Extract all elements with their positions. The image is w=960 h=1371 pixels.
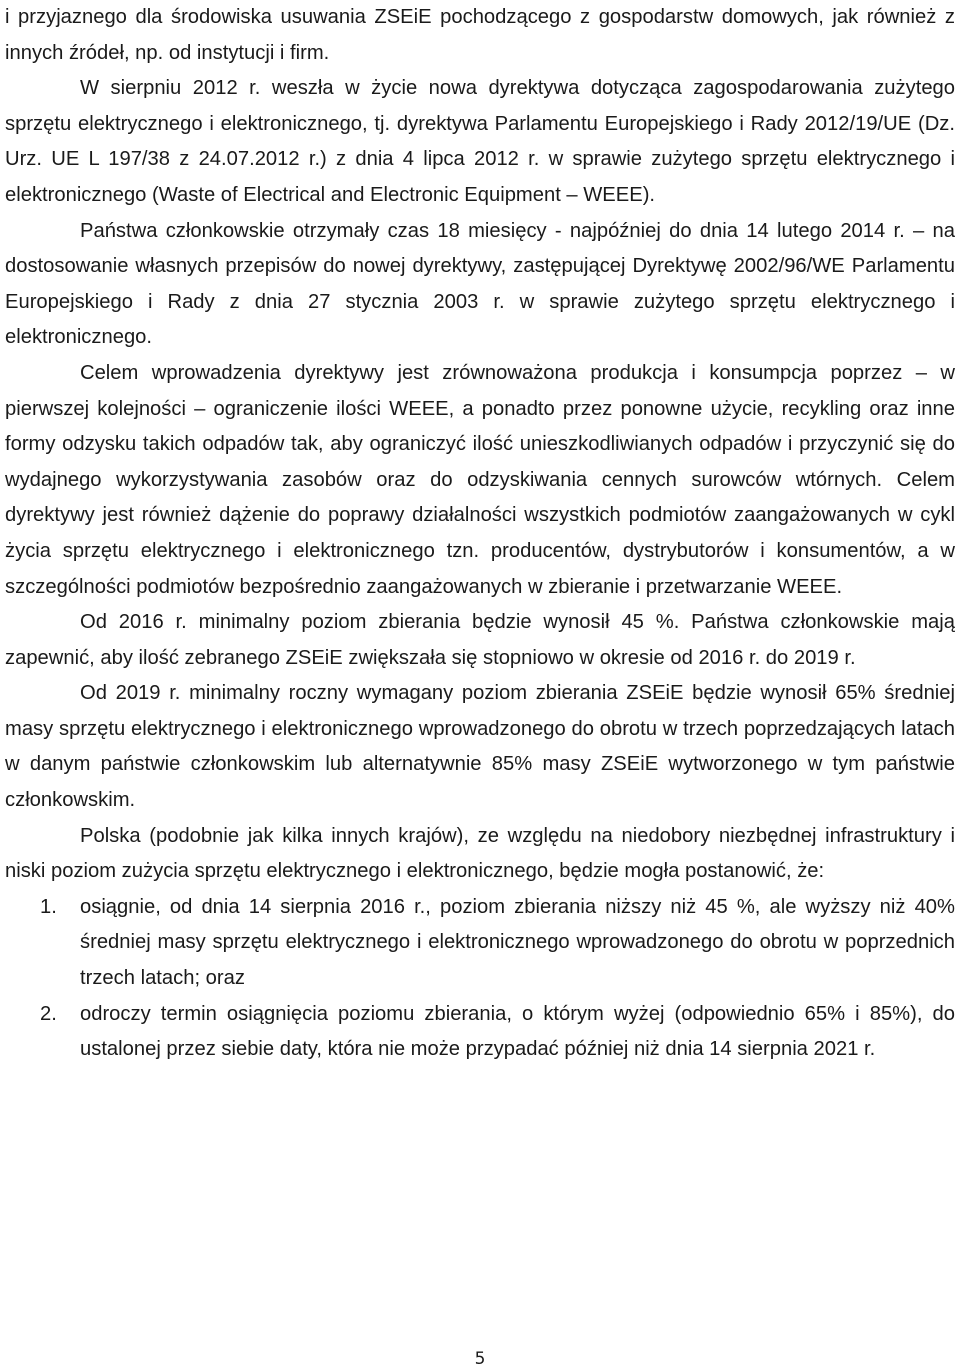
list-item: [5, 997, 955, 1068]
paragraph-member-states-deadline: Państwa członkowskie otrzymały czas 18 miesięcy - najpóźniej do dnia 14 lutego 2014 r. – na dostosowanie własnych przepisów do nowej dyrektywy, zastępującej Dyrektywę 2002/96/WE Parlamentu Europejskiego i Rady z dnia 27 stycznia 2003 r. w sprawie zużytego sprzętu elektrycznego i elektronicznego.: [5, 219, 955, 349]
list-marker: 1.: [40, 895, 57, 918]
document-page: [5, 0, 955, 1068]
paragraph-directive-goals: Celem wprowadzenia dyrektywy jest zrównoważona produkcja i konsumpcja poprzez – w pierwszej kolejności – ograniczenie ilości WEEE, a ponadto przez ponowne użycie, recykling oraz inne formy odzysku takich odpadów tak, aby ograniczyć ilość unieszkodliwianych odpadów i przyczynić się do wydajnego wykorzystywania zasobów oraz do odzyskiwania cennych surowców wtórnych. Celem dyrektywy jest również dążenie do poprawy działalności wszystkich podmiotów zaangażowanych w cykl życia sprzętu elektrycznego i elektronicznego tzn. producentów, dystrybutorów i konsumentów, a w szczególności podmiotów bezpośrednio zaangażowanych w zbieranie i przetwarzanie WEEE.: [5, 361, 955, 598]
paragraph-poland: Polska (podobnie jak kilka innych krajów), ze względu na niedobory niezbędnej infrastruktury i niski poziom zużycia sprzętu elektrycznego i elektronicznego, będzie mogła postanowić, że:: [5, 824, 955, 883]
paragraph-collection-2019: Od 2019 r. minimalny roczny wymagany poziom zbierania ZSEiE będzie wynosił 65% średniej masy sprzętu elektrycznego i elektronicznego wprowadzonego do obrotu w trzech poprzedzających latach w danym państwie członkowskim lub alternatywnie 85% masy ZSEiE wytworzonego w tym państwie członkowskim.: [5, 682, 955, 812]
list-item-text: odroczy termin osiągnięcia poziomu zbierania, o którym wyżej (odpowiednio 65% i 85%), do ustalonej przez siebie daty, która nie może przypadać później niż dnia 14 sierpnia 2021 r.: [80, 1002, 955, 1061]
list-marker: 2.: [40, 1002, 57, 1025]
page-number: 5: [474, 1349, 486, 1369]
list-item-text: osiągnie, od dnia 14 sierpnia 2016 r., poziom zbierania niższy niż 45 %, ale wyższy niż 40% średniej masy sprzętu elektrycznego i elektronicznego wprowadzonego do obrotu w poprzednich trzech latach; oraz: [80, 895, 955, 990]
paragraph-collection-2016: Od 2016 r. minimalny poziom zbierania będzie wynosił 45 %. Państwa członkowskie mają zapewnić, aby ilość zebranego ZSEiE zwiększała się stopniowo w okresie od 2016 r. do 2019 r.: [5, 611, 955, 669]
list-item: [5, 890, 955, 997]
paragraph-continuation: i przyjaznego dla środowiska usuwania ZSEiE pochodzącego z gospodarstw domowych, jak również z innych źródeł, np. od instytucji i firm.: [5, 6, 955, 64]
numbered-list: [5, 890, 955, 1068]
paragraph-directive-intro: W sierpniu 2012 r. weszła w życie nowa dyrektywa dotycząca zagospodarowania zużytego sprzętu elektrycznego i elektronicznego, tj. dyrektywa Parlamentu Europejskiego i Rady 2012/19/UE (Dz. Urz. UE L 197/38 z 24.07.2012 r.) z dnia 4 lipca 2012 r. w sprawie zużytego sprzętu elektrycznego i elektronicznego (Waste of Electrical and Electronic Equipment – WEEE).: [5, 77, 955, 206]
